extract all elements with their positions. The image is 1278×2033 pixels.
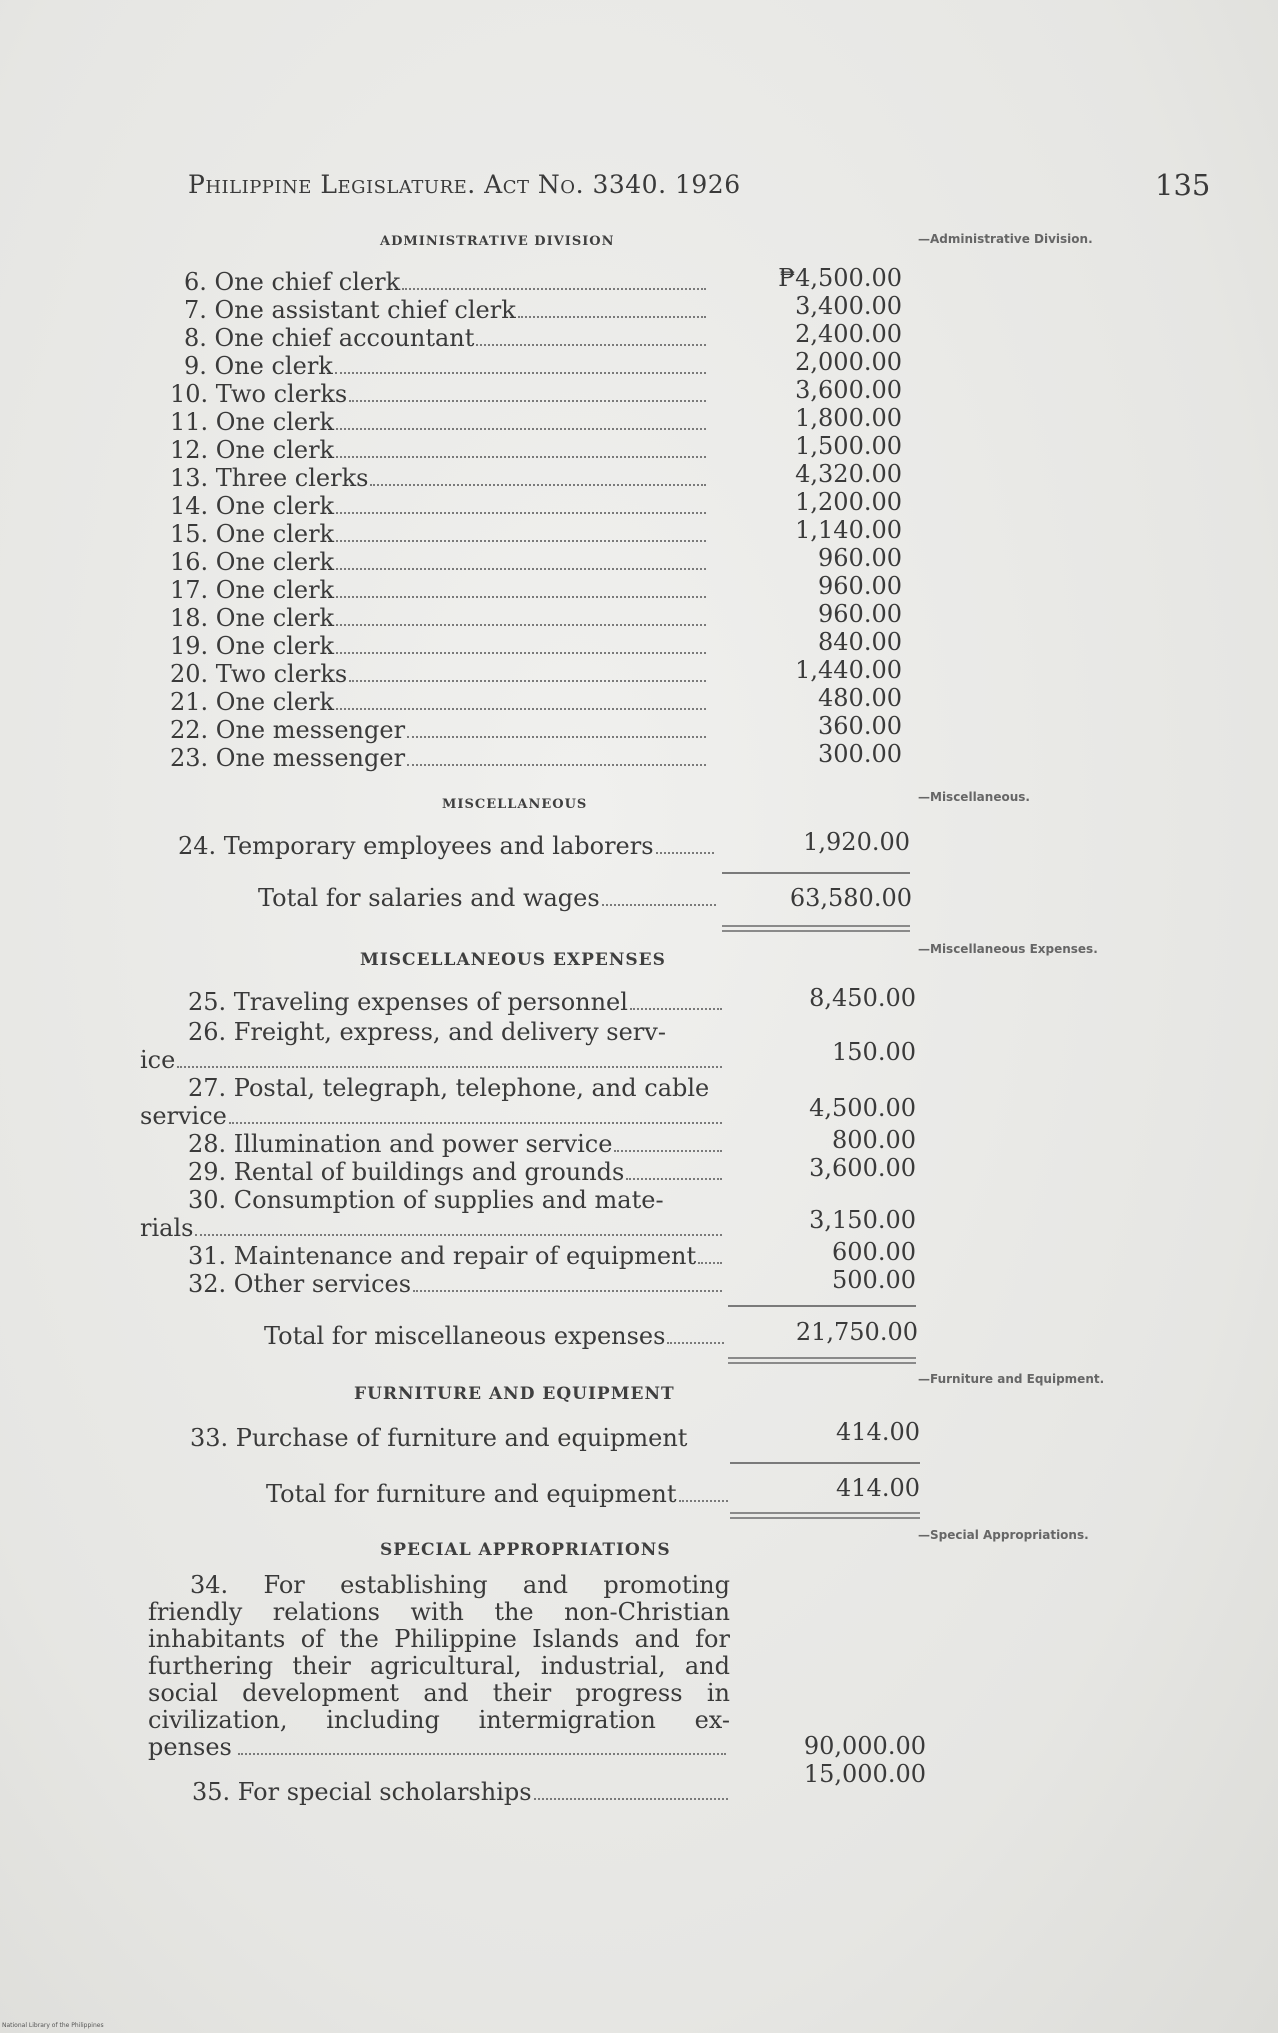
leader-dots [518,316,706,318]
admin_items-row [184,296,710,324]
library-footer-mark: National Library of the Philippines [2,2022,104,2029]
section-heading-misc-expenses: MISCELLANEOUS EXPENSES [360,950,666,970]
subtotal-rule [730,1462,920,1464]
item-label: 31. Maintenance and repair of equipment [188,1242,697,1270]
leader-dots [476,344,706,346]
word: and [522,1571,569,1599]
margin-note-miscellaneous: —Miscellaneous. [918,790,1030,804]
paragraph-line [148,1626,730,1653]
paragraph-line [148,1599,730,1626]
leader-dots [370,484,706,486]
item-amount: 500.00 [832,1266,916,1294]
leader-dots [698,1262,722,1264]
word: establishing [340,1571,488,1599]
admin_items-row [170,520,710,548]
paragraph-line-text: penses [148,1733,232,1761]
admin_items-row [170,604,710,632]
section-heading-furniture: FURNITURE AND EQUIPMENT [354,1384,675,1404]
word: inhabitants [148,1625,286,1653]
leader-dots [336,652,706,654]
paragraph-line [148,1680,730,1707]
item-35-amount: 15,000.00 [803,1760,926,1788]
item-label: 26. Freight, express, and delivery serv- [188,1018,666,1046]
item-label: 10. Two clerks [170,380,348,408]
expense_items-row [188,988,726,1016]
word: in [706,1679,730,1707]
admin_items-row [170,744,710,772]
item-label-continued: ice [140,1046,176,1074]
expense-row-33 [190,1424,730,1452]
expense_items-row-line2 [140,1102,726,1130]
item-label-continued: rials [140,1214,194,1242]
item-amount: 8,450.00 [809,984,916,1012]
item-amount: 960.00 [818,544,902,572]
item-34-paragraph [148,1572,730,1761]
item-label: 27. Postal, telegraph, telephone, and cable [188,1074,710,1102]
item-label: 33. Purchase of furniture and equipment [190,1424,688,1452]
item-label: 23. One messenger [170,744,406,772]
leader-dots [336,540,706,542]
margin-note-administrative: —Administrative Division. [918,232,1093,246]
word: including [326,1706,440,1734]
admin_items-row [184,268,710,296]
item-label: 13. Three clerks [170,464,369,492]
total-double-rule [728,1357,916,1364]
item-amount: 4,500.00 [809,1094,916,1122]
admin_items-row [170,492,710,520]
expense_items-row-line1 [188,1074,726,1102]
admin_items-row [170,576,710,604]
total-double-rule [722,925,910,932]
item-amount: 1,800.00 [795,404,902,432]
leader-dots [626,1178,722,1180]
item-amount: 2,000.00 [795,348,902,376]
total-furniture-amount: 414.00 [836,1474,920,1502]
item-label: 32. Other services [188,1270,412,1298]
total-misc-row [264,1322,728,1350]
item-label: 7. One assistant chief clerk [184,296,516,324]
word: their [492,1679,552,1707]
total-double-rule [730,1512,920,1519]
leader-dots [413,1290,722,1292]
word: ex- [694,1706,730,1734]
word: of [300,1625,325,1653]
leader-dots [195,1234,722,1236]
total-salaries-row [258,884,720,912]
item-label: 35. For special scholarships [192,1778,532,1806]
leader-dots [402,288,706,290]
item-label: 14. One clerk [170,492,335,520]
total-misc-amount: 21,750.00 [795,1318,918,1346]
item-label: 15. One clerk [170,520,335,548]
total-salaries-amount: 63,580.00 [789,884,912,912]
leader-dots [336,456,706,458]
item-label: 25. Traveling expenses of personnel [188,988,628,1016]
item-amount: 2,400.00 [795,320,902,348]
leader-dots [630,1008,722,1010]
item-34-amount: 90,000.00 [803,1732,926,1760]
item-amount: 300.00 [818,740,902,768]
word: progress [575,1679,683,1707]
admin_items-row [184,352,710,380]
item-amount: 960.00 [818,600,902,628]
margin-note-special: —Special Appropriations. [918,1528,1089,1542]
paragraph-line [148,1572,730,1599]
admin_items-row [170,660,710,688]
admin_items-row [170,464,710,492]
admin_items-row [170,380,710,408]
leader-dots [336,596,706,598]
leader-dots [335,372,706,374]
total-misc-label: Total for miscellaneous expenses [264,1322,666,1350]
leader-dots [407,736,706,738]
item-amount: 1,140.00 [795,516,902,544]
item-label: 19. One clerk [170,632,335,660]
leader-dots [534,1798,728,1800]
word: intermigration [478,1706,656,1734]
leader-dots [336,428,706,430]
total-salaries-label: Total for salaries and wages [258,884,600,912]
word: for [695,1625,730,1653]
word: promoting [603,1571,730,1599]
word: 34. [190,1571,229,1599]
word: furthering [148,1652,274,1680]
leader-dots [407,764,706,766]
item-label: 22. One messenger [170,716,406,744]
expense_items-row-line1 [188,1186,726,1214]
admin_items-row [184,324,710,352]
leader-dots [336,512,706,514]
item-label: 21. One clerk [170,688,335,716]
item-amount: 840.00 [818,628,902,656]
item-label: 18. One clerk [170,604,335,632]
expense-row-35 [192,1778,732,1806]
paragraph-line-last [148,1734,730,1761]
item-amount: 1,440.00 [795,656,902,684]
admin_items-row [170,408,710,436]
total-furniture-label: Total for furniture and equipment [266,1480,677,1508]
admin_items-row [170,436,710,464]
word: agricultural, [370,1652,522,1680]
item-label: 29. Rental of buildings and grounds [188,1158,625,1186]
section-heading-special: SPECIAL APPROPRIATIONS [380,1540,671,1560]
item-amount: 480.00 [818,684,902,712]
section-heading-administrative: ADMINISTRATIVE DIVISION [380,234,615,249]
admin_items-row [170,688,710,716]
leader-dots [679,1500,728,1502]
item-label: 6. One chief clerk [184,268,401,296]
item-amount: 800.00 [832,1126,916,1154]
expense_items-row [188,1130,726,1158]
word: relations [272,1598,380,1626]
item-label-continued: service [140,1102,227,1130]
leader-dots [336,624,706,626]
item-amount: 360.00 [818,712,902,740]
word: their [292,1652,351,1680]
admin_items-row [170,632,710,660]
item-label: 30. Consumption of supplies and mate- [188,1186,664,1214]
word: with [410,1598,464,1626]
paragraph-line [148,1707,730,1734]
leader-dots [602,904,716,906]
misc_items-row [178,832,718,860]
item-label: 12. One clerk [170,436,335,464]
word: Philippine [394,1625,517,1653]
expense_items-row-line2 [140,1046,726,1074]
leader-dots [656,852,714,854]
word: social [148,1679,218,1707]
item-amount: 1,920.00 [803,828,910,856]
subtotal-rule [728,1305,916,1307]
item-amount: 3,400.00 [795,292,902,320]
item-amount: 1,200.00 [795,488,902,516]
item-label: 9. One clerk [184,352,333,380]
word: and [634,1625,680,1653]
expense_items-row [188,1158,726,1186]
item-amount: 3,150.00 [809,1206,916,1234]
margin-note-misc-expenses: —Miscellaneous Expenses. [918,942,1098,956]
word: the [494,1598,534,1626]
admin_items-row [170,548,710,576]
item-label: 11. One clerk [170,408,335,436]
word: civilization, [148,1706,288,1734]
word: non-Christian [564,1598,730,1626]
expense_items-row-line1 [188,1018,726,1046]
item-label: 17. One clerk [170,576,335,604]
expense_items-row [188,1242,726,1270]
leader-dots [349,680,706,682]
word: development [242,1679,400,1707]
item-amount: 960.00 [818,572,902,600]
item-amount: 1,500.00 [795,432,902,460]
subtotal-rule [722,872,910,874]
word: For [263,1571,305,1599]
leader-dots [336,708,706,710]
item-amount: 3,600.00 [795,376,902,404]
item-label: 16. One clerk [170,548,335,576]
page-number: 135 [1155,168,1211,202]
item-amount: ₱4,500.00 [778,264,902,292]
admin_items-row [170,716,710,744]
paragraph-line [148,1653,730,1680]
running-title: Philippine Legislature. Act No. 3340. 1926 [188,170,741,199]
item-label: 24. Temporary employees and laborers [178,832,654,860]
word: friendly [148,1598,243,1626]
word: and [684,1652,730,1680]
leader-dots [349,400,706,402]
leader-dots [229,1122,722,1124]
leader-dots [238,1734,726,1755]
margin-note-furniture: —Furniture and Equipment. [918,1372,1105,1386]
item-amount: 4,320.00 [795,460,902,488]
expense_items-row-line2 [140,1214,726,1242]
leader-dots [336,568,706,570]
item-amount: 150.00 [832,1038,916,1066]
expense_items-row [188,1270,726,1298]
leader-dots [177,1066,722,1068]
word: and [423,1679,469,1707]
leader-dots [667,1342,724,1344]
word: industrial, [540,1652,666,1680]
item-label: 8. One chief accountant [184,324,475,352]
item-label: 20. Two clerks [170,660,348,688]
item-amount: 600.00 [832,1238,916,1266]
leader-dots [614,1150,722,1152]
word: Islands [532,1625,620,1653]
word: the [339,1625,379,1653]
item-amount: 414.00 [836,1418,920,1446]
item-amount: 3,600.00 [809,1154,916,1182]
item-label: 28. Illumination and power service [188,1130,613,1158]
total-furniture-row [266,1480,732,1508]
section-heading-miscellaneous: MISCELLANEOUS [442,797,588,812]
